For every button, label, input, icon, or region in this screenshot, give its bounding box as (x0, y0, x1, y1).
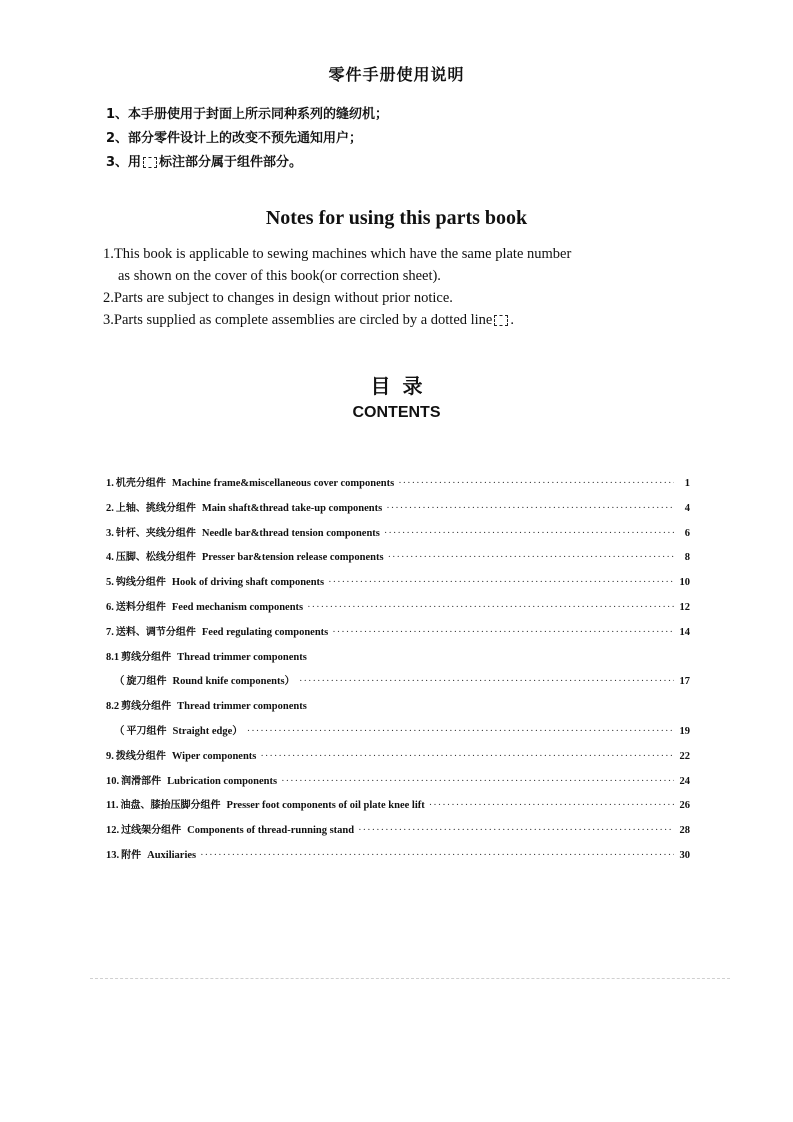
toc-entry-page-number: 12 (679, 601, 690, 613)
toc-entry-number: （ (114, 676, 125, 688)
toc-entry-number: 11. (106, 800, 119, 812)
toc-entry-number: 10. (106, 775, 120, 787)
toc-entry-english-title: Thread trimmer components (177, 651, 307, 663)
dotted-box-symbol (494, 315, 508, 326)
toc-leader-dots (384, 525, 674, 543)
toc-entry-page-number: 30 (679, 849, 690, 861)
contents-title-english: CONTENTS (352, 404, 441, 421)
english-note-3-before: 3.Parts supplied as complete assemblies are circled by a dotted line (103, 312, 493, 328)
toc-entry-page-number: 28 (679, 825, 690, 837)
toc-leader-dots (281, 773, 674, 791)
chinese-note-2: 2、部分零件设计上的改变不预先通知用户； (106, 131, 363, 146)
toc-entry-english-title: Feed regulating components (201, 626, 329, 638)
toc-entry-chinese-title: 油盘、膝抬压脚分组件 (120, 800, 221, 812)
toc-leader-dots (200, 847, 674, 865)
table-of-contents (106, 475, 690, 872)
toc-entry-number: 13. (106, 849, 120, 861)
toc-entry-page-number: 4 (684, 502, 690, 514)
contents-title-chinese: 目录 (370, 374, 435, 398)
toc-entry[interactable] (106, 500, 690, 525)
toc-entry-number: 4. (106, 552, 114, 564)
toc-entry-chinese-title: 送料分组件 (115, 601, 166, 613)
faint-divider-line (90, 978, 730, 979)
chinese-notes-list (106, 106, 388, 178)
toc-leader-dots (328, 574, 674, 592)
toc-entry-chinese-title: 送料、调节分组件 (115, 626, 196, 638)
toc-entry-number: 1. (106, 478, 114, 489)
toc-entry[interactable] (106, 624, 690, 649)
toc-entry-page-number: 17 (679, 676, 690, 688)
english-note-2: 2.Parts are subject to changes in design without prior notice. (103, 290, 453, 306)
toc-entry-chinese-title: 剪线分组件 (121, 651, 172, 663)
toc-leader-dots (247, 723, 674, 741)
chinese-notes-title: 零件手册使用说明 (328, 65, 465, 84)
toc-entry[interactable] (106, 649, 690, 674)
dotted-box-symbol (143, 157, 157, 168)
toc-entry-page-number: 19 (679, 725, 690, 737)
toc-entry[interactable] (106, 822, 690, 847)
toc-entry-chinese-title: 剪线分组件 (121, 701, 172, 713)
chinese-note-3-before: 3、用 (106, 155, 142, 170)
toc-entry-page-number: 1 (684, 478, 690, 489)
toc-entry-english-title: Hook of driving shaft components (171, 577, 325, 589)
english-notes-title: Notes for using this parts book (265, 207, 528, 229)
toc-entry-english-title: Presser foot components of oil plate knee lift (226, 800, 425, 812)
english-note-1-continued: as shown on the cover of this book(or correction sheet). (118, 268, 441, 284)
toc-entry[interactable] (106, 599, 690, 624)
toc-entry-number: 7. (106, 626, 114, 638)
chinese-note-3-after: 标注部分属于组件部分。 (159, 155, 303, 170)
toc-leader-dots (386, 500, 674, 518)
toc-entry-english-title: Lubrication components (167, 775, 278, 787)
english-notes-list (103, 244, 571, 332)
toc-leader-dots (332, 624, 674, 642)
toc-entry-page-number: 10 (679, 577, 690, 589)
toc-leader-dots (358, 822, 674, 840)
toc-leader-dots (307, 599, 674, 617)
chinese-note-3 (106, 154, 388, 178)
toc-leader-dots (429, 797, 674, 815)
toc-entry-number: 6. (106, 601, 114, 613)
english-note-3-after: . (510, 312, 514, 328)
toc-entry-english-title: Feed mechanism components (171, 601, 304, 613)
toc-entry-chinese-title: 机壳分组件 (115, 478, 166, 489)
toc-entry-chinese-title: 钩线分组件 (115, 577, 166, 589)
toc-entry[interactable] (106, 525, 690, 550)
toc-entry-chinese-title: 过线架分组件 (121, 825, 182, 837)
toc-entry-page-number: 6 (684, 527, 690, 539)
toc-entry[interactable] (106, 847, 690, 872)
toc-entry-number: 2. (106, 502, 114, 514)
toc-entry-english-title: Main shaft&thread take-up components (201, 502, 383, 514)
english-note-1: 1.This book is applicable to sewing machines which have the same plate number (103, 246, 572, 262)
toc-entry[interactable] (106, 475, 690, 500)
toc-entry[interactable] (106, 549, 690, 574)
toc-entry-number: 12. (106, 825, 120, 837)
toc-entry-page-number: 26 (679, 800, 690, 812)
toc-entry-page-number: 22 (679, 750, 690, 762)
toc-entry-number: （ (114, 725, 125, 737)
toc-entry-number: 8.1 (106, 651, 120, 663)
toc-entry-english-title: Straight edge） (172, 725, 243, 737)
toc-entry-chinese-title: 润滑部件 (121, 775, 162, 787)
toc-leader-dots (388, 549, 674, 567)
english-note-3 (103, 310, 571, 332)
toc-entry-chinese-title: 针杆、夹线分组件 (115, 527, 196, 539)
toc-entry[interactable] (106, 723, 690, 748)
toc-entry-english-title: Wiper components (171, 750, 257, 762)
toc-entry-english-title: Thread trimmer components (177, 701, 307, 713)
toc-entry-english-title: Components of thread-running stand (187, 825, 355, 837)
chinese-note-1: 1、本手册使用于封面上所示同种系列的缝纫机； (106, 107, 389, 122)
toc-entry-chinese-title: 上轴、挑线分组件 (115, 502, 196, 514)
toc-entry[interactable] (106, 773, 690, 798)
toc-entry[interactable] (106, 748, 690, 773)
toc-entry-number: 5. (106, 577, 114, 589)
toc-entry-number: 3. (106, 527, 114, 539)
toc-leader-dots (398, 475, 674, 493)
toc-entry-chinese-title: 压脚、松线分组件 (115, 552, 196, 564)
toc-entry-chinese-title: 平刀组件 (126, 725, 167, 737)
toc-entry[interactable] (106, 673, 690, 698)
toc-entry-english-title: Auxiliaries (147, 849, 197, 861)
toc-entry[interactable] (106, 698, 690, 723)
toc-entry[interactable] (106, 797, 690, 822)
toc-entry-page-number: 8 (684, 552, 690, 564)
toc-entry-number: 9. (106, 750, 114, 762)
toc-entry-english-title: Round knife components） (172, 676, 296, 688)
toc-entry-chinese-title: 拨线分组件 (115, 750, 166, 762)
toc-entry-english-title: Needle bar&thread tension components (201, 527, 380, 539)
toc-leader-dots (299, 673, 674, 691)
toc-entry-page-number: 24 (679, 775, 690, 787)
toc-entry-chinese-title: 附件 (121, 849, 142, 861)
toc-entry-number: 8.2 (106, 701, 120, 713)
toc-entry[interactable] (106, 574, 690, 599)
toc-entry-english-title: Machine frame&miscellaneous cover components (171, 478, 395, 489)
toc-entry-chinese-title: 旋刀组件 (126, 676, 167, 688)
toc-entry-english-title: Presser bar&tension release components (201, 552, 384, 564)
toc-entry-page-number: 14 (679, 626, 690, 638)
toc-leader-dots (260, 748, 674, 766)
